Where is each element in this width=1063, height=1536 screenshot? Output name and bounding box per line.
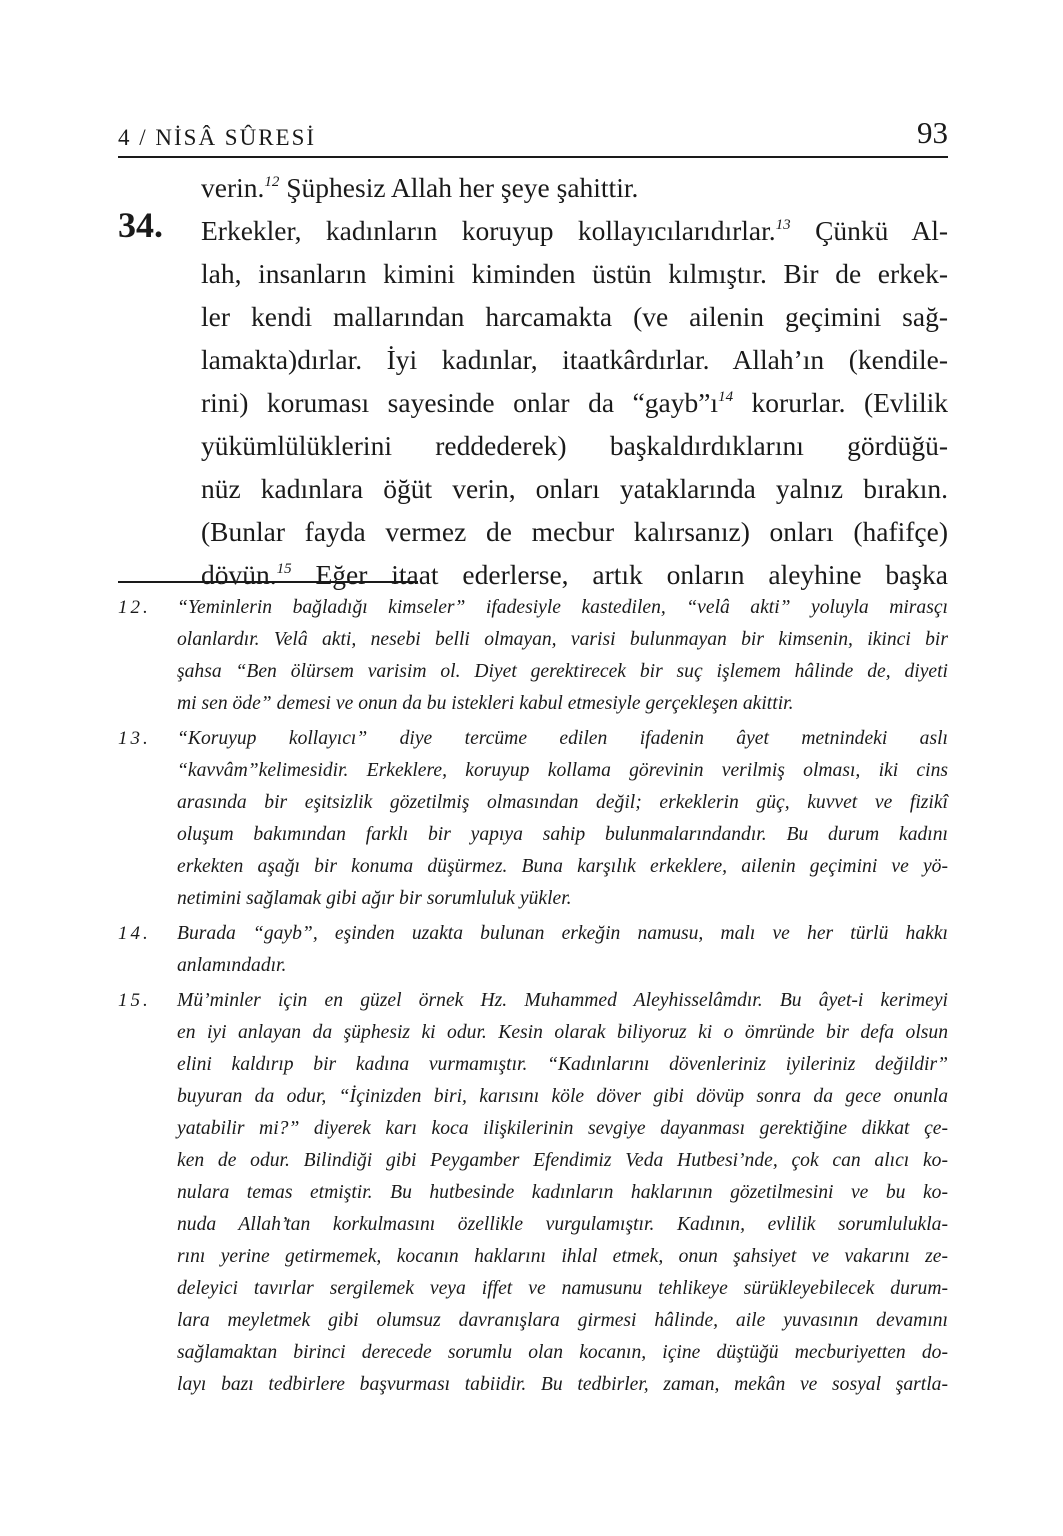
footnote-line: elini kaldırıp bir kadına vurmamıştır. “Kadınlarını dövenleriniz iyileriniz değildir”	[177, 1054, 948, 1075]
footnote-line: Mü’minler için en güzel örnek Hz. Muhammed Aleyhisselâmdır. Bu âyet-i kerimeyi	[177, 990, 948, 1011]
verse-line	[201, 510, 948, 553]
verse-line-text: nüz kadınlara öğüt verin, onları yataklarında yalnız bırakın.	[201, 473, 948, 504]
verse-line	[201, 467, 948, 510]
verse-line-text: ler kendi mallarından harcamakta (ve ailenin geçimini sağ-	[201, 301, 948, 332]
footnote-line: buyuran da odur, “İçinizden biri, karısını köle döver gibi dövüp sonra da gece onunla	[177, 1086, 948, 1107]
verse-line	[201, 295, 948, 338]
verse-line	[201, 338, 948, 381]
footnote-line: anlamındadır.	[177, 955, 287, 976]
verse-line-text: lah, insanların kimini kiminden üstün kılmıştır. Bir de erkek-	[201, 258, 948, 289]
verse-line	[201, 381, 948, 424]
verse-line-text: yükümlülüklerini reddederek) başkaldırdıklarını gördüğü-	[201, 430, 948, 461]
footnote-line: nuda Allah’tan korkulmasını özellikle vurgulamıştır. Kadının, evlilik sorumlulukla-	[177, 1214, 948, 1235]
footnote-line: netimini sağlamak gibi ağır bir sorumluluk yükler.	[177, 888, 572, 909]
footnote-line: Burada “gayb”, eşinden uzakta bulunan erkeğin namusu, malı ve her türlü hakkı	[177, 923, 948, 944]
footnote-number: 13.	[118, 728, 151, 749]
verse-line	[201, 252, 948, 295]
footnote-line: “kavvâm”kelimesidir. Erkeklere, koruyup kollama görevinin verilmiş olması, iki cins	[177, 760, 948, 781]
page-number: 93	[917, 115, 948, 150]
verse-line-text: lamakta)dırlar. İyi kadınlar, itaatkârdırlar. Allah’ın (kendile-	[201, 344, 948, 375]
verse-line	[201, 553, 948, 596]
footnote-number: 15.	[118, 990, 151, 1011]
verse-number: 34.	[118, 205, 163, 245]
verse-line	[201, 424, 948, 467]
footnote-line: erkekten aşağı bir konuma düşürmez. Buna karşılık erkeklere, ailenin geçimini ve yö-	[177, 856, 948, 877]
verse-line-text: verin.	[201, 172, 265, 203]
verse-line-continuation: Çünkü Al-	[790, 215, 948, 246]
verse-line-continuation: Eğer itaat ederlerse, artık onların aleyhine başka	[291, 559, 948, 590]
footnote-divider	[118, 581, 418, 583]
footnote-ref: 13	[775, 217, 791, 233]
footnote-number: 14.	[118, 923, 151, 944]
verse-line	[201, 166, 948, 209]
footnote-line: oluşum bakımından farklı bir yapıya sahip bulunmalarındandır. Bu durum kadını	[177, 824, 948, 845]
footnote-line: nulara temas etmiştir. Bu hutbesinde kadınların haklarının gözetilmesini ve bu ko-	[177, 1182, 948, 1203]
footnote-line: “Yeminlerin bağladığı kimseler” ifadesiyle kastedilen, “velâ akti” yoluyla mirasçı	[177, 597, 948, 618]
footnote-line: layı bazı tedbirlere başvurması tabiidir. Bu tedbirler, zaman, mekân ve sosyal şartla-	[177, 1374, 948, 1395]
verse-line-text: rini) koruması sayesinde onlar da “gayb”ı	[201, 387, 719, 418]
verse-line-text: (Bunlar fayda vermez de mecbur kalırsanız) onları (hafifçe)	[201, 516, 948, 547]
footnote-line: arasında bir eşitsizlik gözetilmiş olmasından değil; erkeklerin güç, kuvvet ve fizikî	[177, 792, 948, 813]
footnote-ref: 14	[718, 389, 734, 405]
footnote-line: ken de odur. Bilindiği gibi Peygamber Efendimiz Veda Hutbesi’nde, çok can alıcı ko-	[177, 1150, 948, 1171]
footnote-line: olanlardır. Velâ akti, nesebi belli olmayan, varisi bulunmayan bir kimsenin, ikinci bir	[177, 629, 948, 650]
footnote-line: “Koruyup kollayıcı” diye tercüme edilen ifadenin âyet metnindeki aslı	[177, 728, 948, 749]
footnote-line: şahsa “Ben ölürsem varisim ol. Diyet gerektirecek bir suç işlemem hâlinde de, diyeti	[177, 661, 948, 682]
footnote-line: rını yerine getirmemek, kocanın haklarını ihlal etmek, onun şahsiyet ve vakarını ze-	[177, 1246, 948, 1267]
verse-line-text: Erkekler, kadınların koruyup kollayıcılarıdırlar.	[201, 215, 776, 246]
verse-line-text: dövün.	[201, 559, 277, 590]
footnote-ref: 15	[276, 561, 292, 577]
verse-line-continuation: Şüphesiz Allah her şeye şahittir.	[279, 172, 639, 203]
page-header	[118, 112, 948, 158]
verse-line-continuation: korurlar. (Evlilik	[733, 387, 948, 418]
footnote-line: mi sen öde” demesi ve onun da bu istekleri kabul etmesiyle gerçekleşen akittir.	[177, 693, 794, 714]
footnote-ref: 12	[264, 174, 280, 190]
footnote-line: yatabilir mi?” diyerek karı koca ilişkilerinin sevgiye dayanması gerektiğine dikkat çe-	[177, 1118, 948, 1139]
footnote-line: en iyi anlayan da şüphesiz ki odur. Kesin olarak biliyoruz ki o ömründe bir defa olsun	[177, 1022, 948, 1043]
footnote-line: lara meyletmek gibi olumsuz davranışlara girmesi hâlinde, aile yuvasının devamını	[177, 1310, 948, 1331]
footnote-number: 12.	[118, 597, 151, 618]
footnote-line: sağlamaktan birinci derecede sorumlu olan kocanın, içine düştüğü mecburiyetten do-	[177, 1342, 948, 1363]
verse-line	[201, 209, 948, 252]
running-head: 4 / NİSÂ SÛRESİ	[118, 125, 317, 150]
footnote-line: deleyici tavırlar sergilemek veya iffet ve namusunu tehlikeye sürükleyebilecek durum-	[177, 1278, 948, 1299]
